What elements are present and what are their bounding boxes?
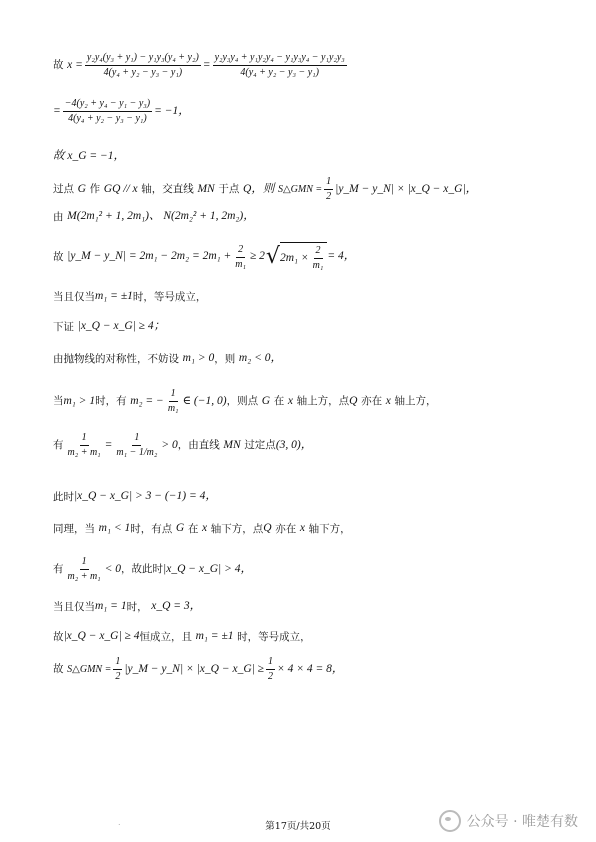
fraction-2-m1 bbox=[233, 244, 248, 271]
math: m₁ < 1 bbox=[98, 522, 131, 534]
math: > 0 bbox=[161, 438, 178, 451]
math: Q bbox=[349, 394, 358, 407]
text: 故 bbox=[53, 630, 64, 643]
text: ，故此时 bbox=[121, 563, 164, 576]
fraction bbox=[213, 52, 347, 79]
fraction-1-diff bbox=[114, 432, 159, 459]
fraction-half bbox=[324, 176, 333, 203]
math: < 0 bbox=[104, 562, 122, 575]
numerator: 2 bbox=[236, 244, 245, 258]
text-line-7 bbox=[53, 290, 206, 304]
numerator: −4(y₂ + y₄ − y₁ − y₃) bbox=[63, 98, 152, 112]
text: 故 bbox=[53, 250, 64, 263]
math: Q bbox=[263, 522, 272, 534]
math: S△GMN = bbox=[277, 183, 323, 195]
decorative-dot: . bbox=[118, 818, 121, 827]
numerator: 2 bbox=[314, 245, 323, 259]
text: 恒成立，且 bbox=[139, 630, 192, 643]
denominator: 2 bbox=[267, 671, 273, 682]
page-footer: 第17页/共20页 bbox=[265, 821, 331, 832]
math: m₁ > 1 bbox=[63, 394, 96, 407]
denominator: 4(y₄ + y₂ − y₃ − y₁) bbox=[240, 67, 319, 78]
denominator: 2 bbox=[115, 671, 121, 682]
math: |x_Q − x_G| > 4， bbox=[163, 562, 252, 575]
text: 轴下方， bbox=[308, 522, 351, 535]
denominator: 4(y₄ + y₂ − y₃ − y₁) bbox=[68, 113, 147, 124]
text: 过定点 bbox=[244, 439, 276, 452]
text: ，则 bbox=[214, 352, 236, 365]
math: × 4 × 4 = 8， bbox=[276, 662, 344, 675]
text-line-5 bbox=[53, 210, 255, 224]
watermark bbox=[439, 810, 578, 832]
math: G bbox=[77, 182, 86, 195]
text-line-15 bbox=[53, 600, 201, 614]
fraction-2-m1 bbox=[311, 245, 326, 272]
text-line-13 bbox=[53, 522, 351, 536]
text: 时，等号成立， bbox=[237, 630, 311, 643]
math: m₂ < 0， bbox=[238, 352, 282, 364]
text: 轴，交直线 bbox=[141, 183, 194, 196]
math: m₁ > 0 bbox=[182, 352, 215, 364]
text-line-14 bbox=[53, 556, 252, 583]
equals: = bbox=[202, 58, 211, 71]
text: 由抛物线的对称性，不妨设 bbox=[53, 352, 179, 365]
math: m₂ = − bbox=[130, 394, 164, 407]
text-line-10 bbox=[53, 388, 437, 415]
numerator: 1 bbox=[169, 388, 178, 402]
numerator: 1 bbox=[80, 556, 89, 570]
math: MN bbox=[197, 182, 215, 195]
text-line-9 bbox=[53, 352, 282, 366]
text-line-8 bbox=[53, 320, 165, 334]
denominator: m₁ bbox=[312, 260, 324, 271]
math: GQ // x bbox=[103, 182, 138, 195]
math: m₁ = ±1 bbox=[95, 290, 133, 302]
text-line-17 bbox=[53, 656, 343, 683]
text: 时，有 bbox=[95, 395, 127, 408]
watermark-text: 公众号 · 唯楚有数 bbox=[466, 814, 578, 830]
wechat-icon bbox=[439, 810, 461, 832]
math: ∈ (−1, 0) bbox=[182, 394, 227, 407]
text: 在 bbox=[273, 395, 285, 408]
text: 轴下方，点 bbox=[210, 522, 264, 535]
math: m₁ = 1 bbox=[95, 600, 127, 612]
equation-line-2 bbox=[53, 98, 190, 125]
text: 于点 bbox=[218, 183, 240, 196]
text: 轴上方， bbox=[394, 395, 437, 408]
denominator: 4(y₄ + y₂ − y₃ − y₁) bbox=[103, 67, 183, 78]
text: 当且仅当 bbox=[53, 600, 95, 613]
fraction-1-sum bbox=[66, 432, 103, 459]
math: m₁ = ±1 bbox=[195, 630, 234, 642]
math: |x_Q − x_G| > 3 − (−1) = 4， bbox=[74, 490, 217, 502]
numerator: 1 bbox=[266, 656, 275, 670]
numerator: y₂y₃y₄ + y₁y₂y₄ − y₁y₃y₄ − y₁y₂y₃ bbox=[213, 52, 347, 66]
numerator: 1 bbox=[80, 432, 89, 446]
math: Q，则 bbox=[243, 182, 275, 195]
text-line-3 bbox=[53, 150, 125, 164]
numerator: 1 bbox=[132, 432, 141, 446]
text: 作 bbox=[89, 183, 101, 196]
text-line-6 bbox=[53, 242, 355, 272]
fraction-half bbox=[266, 656, 275, 683]
math: x_Q = 3， bbox=[151, 600, 202, 612]
math: |y_M − y_N| × |x_Q − x_G|， bbox=[335, 182, 478, 195]
fraction-half bbox=[113, 656, 122, 683]
text: 故 bbox=[53, 59, 64, 72]
fraction bbox=[85, 52, 201, 79]
text: 下证 bbox=[53, 320, 74, 333]
denominator: m₂ + m₁ bbox=[67, 571, 101, 582]
sqrt-icon: √ bbox=[265, 243, 280, 269]
text: 此时 bbox=[53, 490, 74, 503]
math: x = bbox=[67, 58, 83, 71]
math: |y_M − y_N| × |x_Q − x_G| ≥ bbox=[124, 662, 264, 675]
text: 同理，当 bbox=[53, 522, 95, 535]
text: ，则点 bbox=[226, 395, 259, 408]
fraction-1-m1 bbox=[166, 388, 181, 415]
sqrt-content bbox=[280, 242, 327, 272]
math: |x_Q − x_G| ≥ 4； bbox=[77, 320, 166, 332]
text: 轴上方，点 bbox=[296, 395, 350, 408]
text-line-11 bbox=[53, 432, 312, 459]
math: = bbox=[104, 438, 113, 451]
denominator: 2 bbox=[326, 191, 332, 202]
math: x bbox=[385, 394, 391, 407]
text: 亦在 bbox=[361, 395, 383, 408]
math: (3, 0)， bbox=[275, 438, 313, 451]
math: x bbox=[287, 394, 293, 407]
math: G bbox=[261, 394, 271, 407]
math: x bbox=[202, 522, 208, 534]
math: |y_M − y_N| = 2m₁ − 2m₂ = 2m₁ + bbox=[67, 250, 232, 263]
math: MN bbox=[223, 438, 241, 451]
numerator: y₂y₄(y₃ + y₁) − y₁y₃(y₄ + y₂) bbox=[85, 52, 201, 66]
text-line-12 bbox=[53, 490, 217, 504]
math: G bbox=[175, 522, 185, 534]
text: ，由直线 bbox=[177, 439, 220, 452]
math: = 4， bbox=[327, 250, 356, 263]
math: |x_Q − x_G| ≥ 4 bbox=[63, 630, 140, 642]
fraction-1-sum bbox=[66, 556, 103, 583]
equation-line-1 bbox=[53, 52, 349, 79]
fraction bbox=[63, 98, 152, 125]
text: 时， bbox=[126, 600, 148, 613]
text: 当 bbox=[53, 395, 64, 408]
denominator: m₁ − 1/m₂ bbox=[116, 447, 158, 458]
text: 有 bbox=[53, 563, 64, 576]
denominator: m₁ bbox=[235, 258, 246, 270]
text: 时，有点 bbox=[130, 522, 173, 535]
math: M(2m₁² + 1, 2m₁)、 N(2m₂² + 1, 2m₂)， bbox=[67, 210, 255, 222]
math: S△GMN = bbox=[67, 663, 112, 675]
math: ≥ 2 bbox=[249, 250, 265, 263]
text: 由 bbox=[53, 210, 64, 223]
text: 当且仅当 bbox=[53, 290, 95, 303]
math: = −1， bbox=[154, 104, 190, 117]
text: 故 bbox=[53, 663, 64, 676]
text: 有 bbox=[53, 439, 64, 452]
text-line-16 bbox=[53, 630, 311, 644]
text: 亦在 bbox=[275, 522, 297, 535]
text-line-4 bbox=[53, 176, 477, 203]
text: 在 bbox=[187, 522, 199, 535]
numerator: 1 bbox=[324, 176, 333, 190]
denominator: m₁ bbox=[167, 403, 179, 414]
math: x bbox=[299, 522, 306, 534]
equals: = bbox=[53, 104, 61, 117]
math: 2m₁ × bbox=[279, 251, 309, 264]
math: 故 x_G = −1， bbox=[53, 150, 126, 162]
text: 时，等号成立， bbox=[132, 290, 207, 303]
denominator: m₂ + m₁ bbox=[67, 447, 101, 458]
text: 过点 bbox=[53, 183, 74, 196]
numerator: 1 bbox=[113, 656, 122, 670]
